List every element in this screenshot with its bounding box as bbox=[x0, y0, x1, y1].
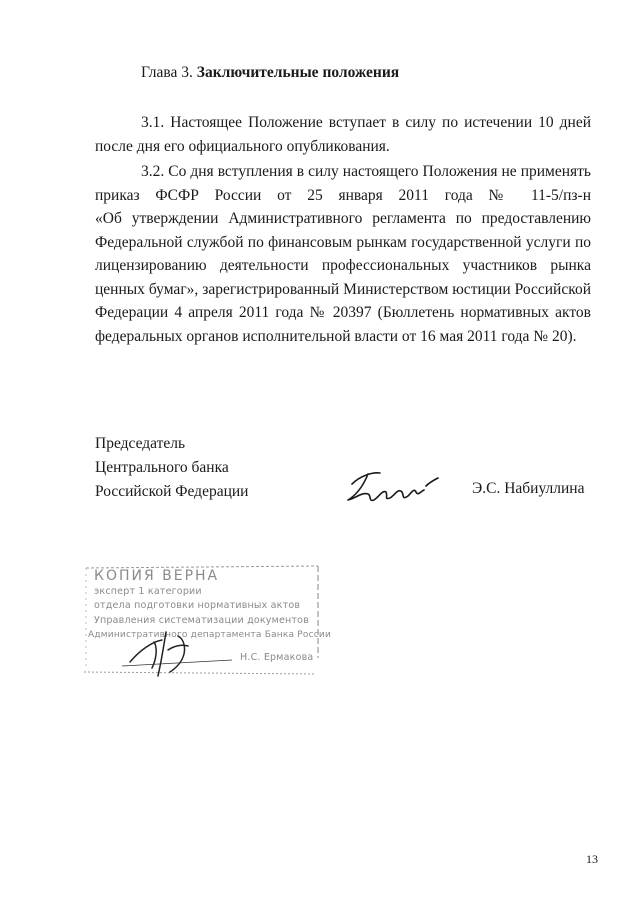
paragraph-3-1 bbox=[95, 111, 591, 158]
paragraph-line: после дня его официального опубликования. bbox=[95, 137, 390, 155]
stamp-signature bbox=[82, 562, 320, 680]
paragraph-line: 3.2. Со дня вступления в силу настоящего Положения не применять bbox=[141, 163, 591, 180]
stamp-line: Административного департамента Банка России bbox=[88, 630, 332, 640]
chapter-heading bbox=[141, 64, 399, 82]
signatory-position-line: Председатель bbox=[95, 435, 186, 452]
chapter-title: Заключительные положения bbox=[196, 64, 400, 81]
signatory-position bbox=[95, 432, 248, 504]
certification-stamp bbox=[82, 562, 332, 680]
chapter-prefix: Глава 3. bbox=[141, 64, 197, 81]
signatory-position-line: Российской Федерации bbox=[95, 483, 249, 500]
stamp-signer-name: Н.С. Ермакова bbox=[240, 652, 314, 663]
stamp-title: КОПИЯ ВЕРНА bbox=[94, 568, 220, 584]
paragraph-line: Федерации 4 апреля 2011 года № 20397 (Бюллетень нормативных актов bbox=[95, 304, 591, 321]
stamp-line: Управления систематизации документов bbox=[94, 615, 309, 626]
paragraph-line: федеральных органов исполнительной власти от 16 мая 2011 года № 20). bbox=[95, 327, 577, 345]
page-number: 13 bbox=[586, 852, 598, 866]
handwritten-signature bbox=[338, 462, 440, 512]
paragraph-line: 3.1. Настоящее Положение вступает в силу по истечении 10 дней bbox=[141, 114, 591, 131]
paragraph-line: Федеральной службой по финансовым рынкам государственной услуги по bbox=[95, 233, 591, 251]
paragraph-line: ценных бумаг», зарегистрированный Министерством юстиции Российской bbox=[95, 280, 591, 298]
paragraph-3-2 bbox=[95, 160, 591, 348]
signatory-position-line: Центрального банка bbox=[95, 459, 229, 476]
stamp-line: отдела подготовки нормативных актов bbox=[94, 600, 301, 611]
signatory-name: Э.С. Набиуллина bbox=[472, 480, 585, 497]
paragraph-line: лицензированию деятельности профессиональных участников рынка bbox=[95, 257, 591, 274]
stamp-line: эксперт 1 категории bbox=[94, 586, 202, 597]
paragraph-line: «Об утверждении Административного регламента по предоставлению bbox=[95, 210, 591, 227]
paragraph-line: приказ ФСФР России от 25 января 2011 года № 11-5/пз-н bbox=[95, 186, 591, 204]
